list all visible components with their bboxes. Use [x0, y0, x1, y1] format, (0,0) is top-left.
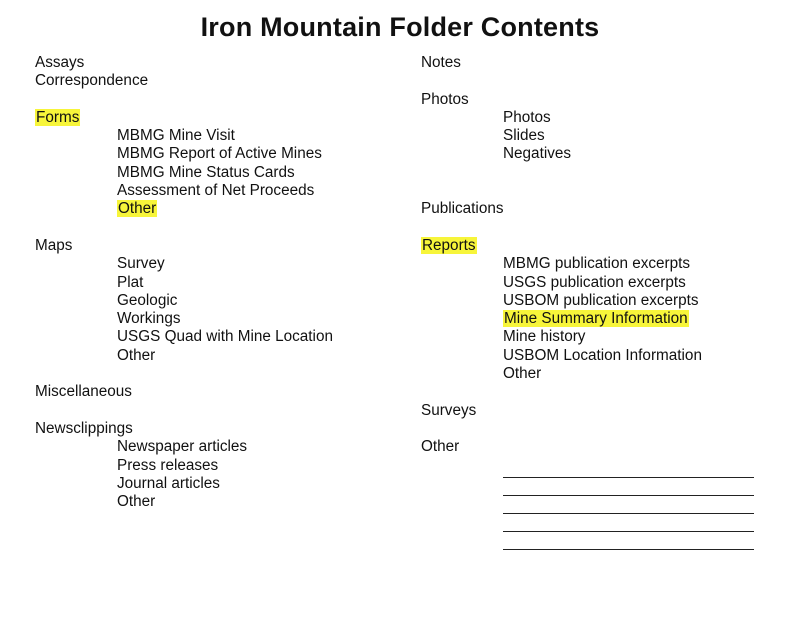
- list-item-label: MBMG Mine Status Cards: [117, 163, 295, 181]
- section-notes: [421, 54, 781, 72]
- section-heading: [35, 72, 405, 90]
- list-item: [421, 255, 781, 273]
- list-item: [35, 347, 405, 365]
- list-item-label: Geologic: [117, 291, 178, 309]
- section-publications: [421, 200, 781, 218]
- section-photos: [421, 91, 781, 164]
- heading-text: Correspondence: [35, 72, 149, 90]
- heading-text: Surveys: [421, 401, 477, 419]
- blank-line: [503, 461, 754, 479]
- section-heading: [421, 200, 781, 218]
- list-item-label: Assessment of Net Proceeds: [117, 182, 315, 200]
- list-item-label: Newspaper articles: [117, 438, 248, 456]
- list-item: [421, 274, 781, 292]
- list-item-label: Journal articles: [117, 474, 220, 492]
- blank-line: [503, 496, 754, 514]
- list-item-label: MBMG publication excerpts: [503, 255, 691, 273]
- heading-text: Miscellaneous: [35, 383, 132, 401]
- section-other: [421, 438, 781, 549]
- list-item-label: Survey: [117, 255, 165, 273]
- section-heading: [35, 109, 405, 127]
- list-item: [421, 109, 781, 127]
- list-item: [421, 365, 781, 383]
- list-item-label: Plat: [117, 273, 144, 291]
- list-item-label: MBMG Mine Visit: [117, 127, 235, 145]
- section-heading: [35, 420, 405, 438]
- list-item-label: Workings: [117, 310, 181, 328]
- list-item: [35, 328, 405, 346]
- list-item: [35, 493, 405, 511]
- list-item: [421, 310, 781, 328]
- list-item-label: USBOM Location Information: [503, 346, 702, 364]
- section-heading: [35, 54, 405, 72]
- section-surveys: [421, 402, 781, 420]
- list-item-label: Press releases: [117, 456, 219, 474]
- list-item-label: Slides: [503, 127, 545, 145]
- section-assays: [35, 54, 405, 72]
- section-maps: [35, 237, 405, 365]
- list-item: [421, 127, 781, 145]
- heading-text: Reports: [422, 236, 476, 254]
- list-item: [421, 347, 781, 365]
- list-item: [35, 310, 405, 328]
- section-newsclippings: [35, 420, 405, 511]
- heading-text: Photos: [421, 90, 469, 108]
- list-item-label: Photos: [503, 108, 551, 126]
- list-item-label: USGS publication excerpts: [503, 273, 686, 291]
- list-item-label: Negatives: [503, 145, 572, 163]
- section-heading: [35, 383, 405, 401]
- list-item-label: MBMG Report of Active Mines: [117, 145, 322, 163]
- list-item: [35, 127, 405, 145]
- heading-text: Newsclippings: [35, 419, 133, 437]
- blank-line: [503, 478, 754, 496]
- list-item: [35, 274, 405, 292]
- blank-line: [503, 514, 754, 532]
- heading-text: Maps: [35, 236, 73, 254]
- left-column: [35, 54, 405, 511]
- section-heading: [421, 438, 781, 456]
- list-item: [35, 255, 405, 273]
- blank-write-in-lines: [421, 461, 781, 550]
- heading-text: Assays: [35, 54, 85, 71]
- list-item: [35, 457, 405, 475]
- section-miscellaneous: [35, 383, 405, 401]
- list-item-label: Mine Summary Information: [504, 310, 688, 328]
- list-item-label: USGS Quad with Mine Location: [117, 328, 333, 346]
- list-item: [421, 292, 781, 310]
- section-heading: [421, 237, 781, 255]
- list-item: [35, 475, 405, 493]
- blank-line: [503, 532, 754, 550]
- list-item: [421, 145, 781, 163]
- list-item-label: USBOM publication excerpts: [503, 291, 699, 309]
- section-reports: [421, 237, 781, 383]
- list-item: [35, 438, 405, 456]
- section-forms: [35, 109, 405, 219]
- list-item-label: Other: [117, 346, 156, 364]
- section-heading: [421, 54, 781, 72]
- section-heading: [421, 91, 781, 109]
- section-heading: [35, 237, 405, 255]
- page-title: Iron Mountain Folder Contents: [200, 12, 600, 42]
- heading-text: Publications: [421, 200, 504, 218]
- list-item-label: Other: [118, 200, 157, 218]
- list-item-label: Mine history: [503, 328, 586, 346]
- list-item-label: Other: [117, 493, 156, 511]
- list-item: [35, 182, 405, 200]
- list-item-label: Other: [503, 365, 542, 383]
- right-column: [421, 54, 781, 550]
- list-item: [35, 164, 405, 182]
- list-item: [35, 200, 405, 218]
- section-heading: [421, 402, 781, 420]
- heading-text: Notes: [421, 54, 461, 71]
- list-item: [35, 145, 405, 163]
- heading-text: Other: [421, 438, 460, 456]
- heading-text: Forms: [36, 108, 80, 126]
- list-item: [35, 292, 405, 310]
- section-correspondence: [35, 72, 405, 90]
- list-item: [421, 328, 781, 346]
